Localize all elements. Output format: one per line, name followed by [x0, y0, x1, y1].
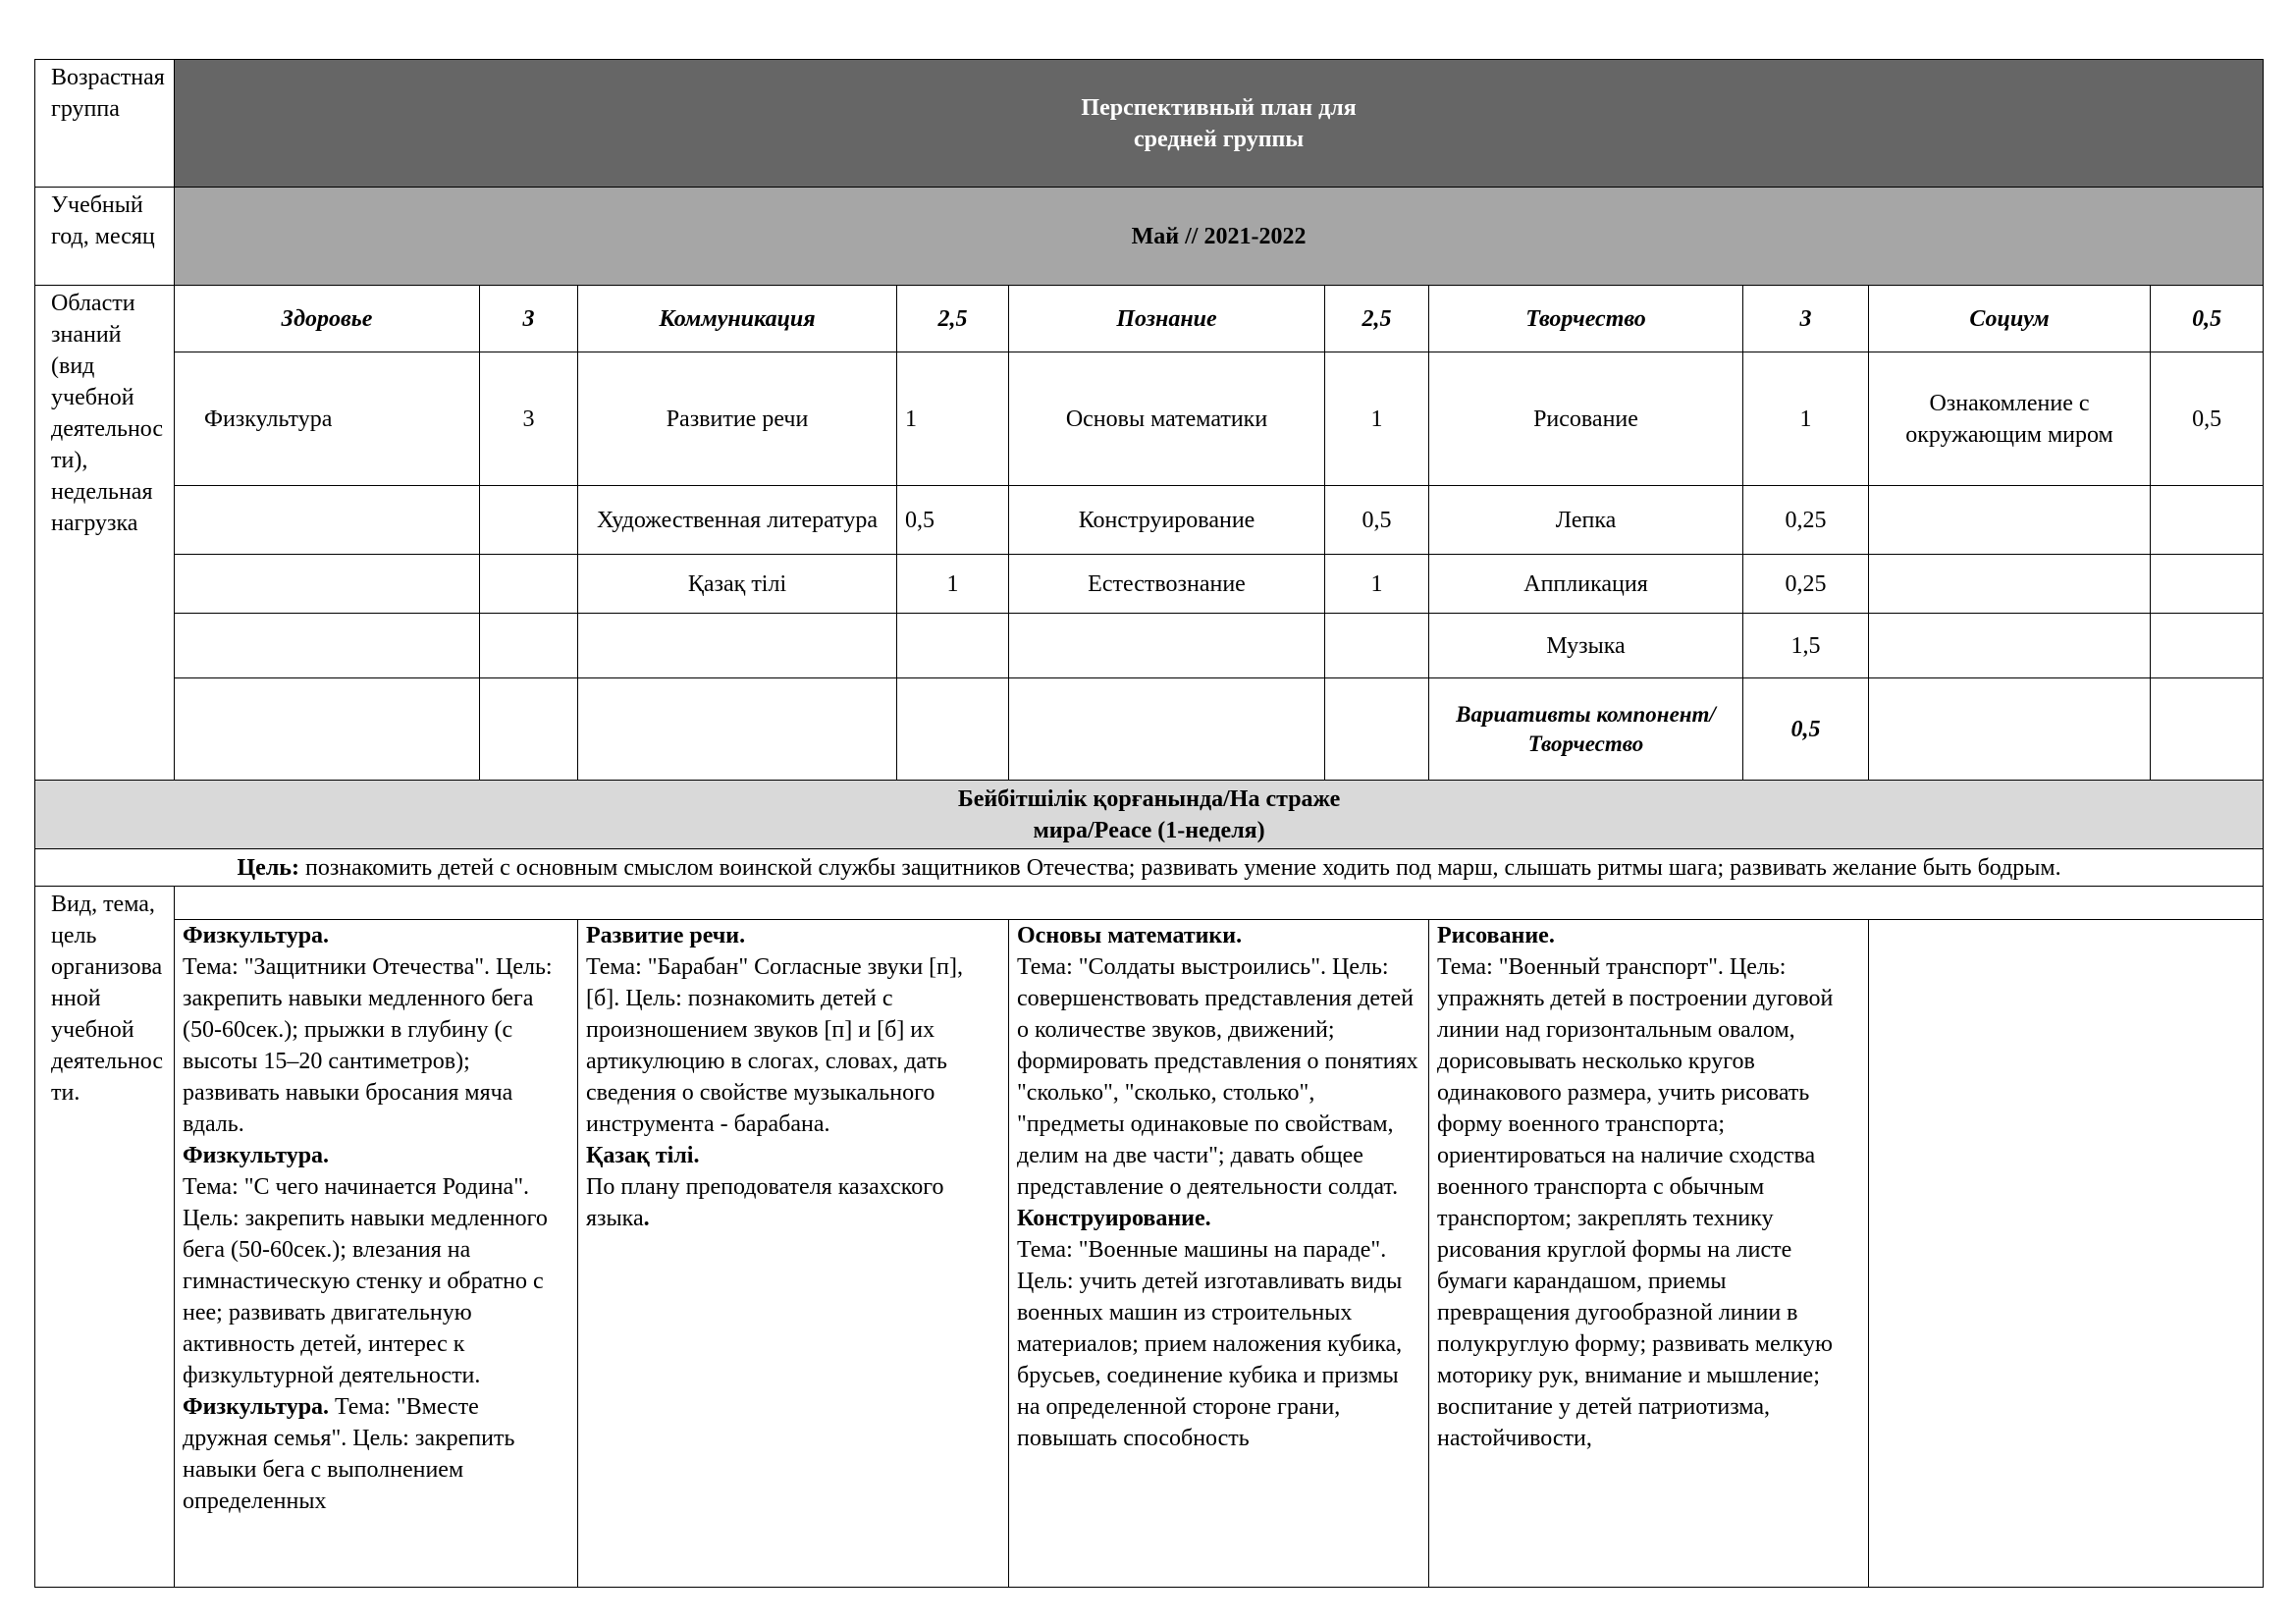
- area-cell-name: [1869, 678, 2151, 781]
- area-header-creativity: Творчество: [1429, 286, 1743, 352]
- lesson-title: Конструирование.: [1017, 1206, 1211, 1231]
- goal-text: познакомить детей с основным смыслом воинской службы защитников Отечества; развивать умение ходить под марш, слышать ритмы шага; развивать желание быть бодрым.: [298, 854, 2061, 881]
- area-header-cognition: Познание: [1009, 286, 1325, 352]
- lesson-desc: Тема: "Барабан" Согласные звуки [п], [б]. Цель: познакомить детей с произношением звуков [п] и [б] их артикулюцию в слогах, словах, дать сведения о свойстве музыкального инструмента - барабана.: [586, 954, 963, 1137]
- area-cell-name: [1869, 486, 2151, 555]
- area-cell-name: [175, 486, 480, 555]
- area-cell-name: [1009, 614, 1325, 678]
- areas-label: Области знаний (вид учебной деятельности), недельная нагрузка: [35, 286, 175, 781]
- area-cell-load: 0,5: [1325, 486, 1429, 555]
- area-cell-name: [1869, 614, 2151, 678]
- area-header-communication-load: 2,5: [897, 286, 1009, 352]
- area-header-health: Здоровье: [175, 286, 480, 352]
- lesson-title: Развитие речи.: [586, 923, 746, 948]
- area-header-society-load: 0,5: [2151, 286, 2264, 352]
- area-cell-name: Основы математики: [1009, 352, 1325, 486]
- area-cell-load: [1325, 678, 1429, 781]
- title-row: [35, 60, 2264, 188]
- area-cell-load: 1: [1743, 352, 1869, 486]
- year-label: Учебный год, месяц: [35, 188, 175, 286]
- area-cell-load: [897, 614, 1009, 678]
- plan-table: [34, 59, 2264, 1588]
- lesson-title: Физкультура.: [183, 923, 330, 948]
- area-cell-name: Художественная литература: [578, 486, 897, 555]
- lesson-communication: [578, 920, 1009, 1588]
- area-header-creativity-load: 3: [1743, 286, 1869, 352]
- activities-spacer: [175, 887, 2264, 920]
- lesson-title: Физкультура.: [183, 1143, 330, 1168]
- lesson-title: Физкультура.: [183, 1394, 330, 1420]
- year-row: [35, 188, 2264, 286]
- area-cell-load: 1: [897, 555, 1009, 614]
- area-cell-name: Конструирование: [1009, 486, 1325, 555]
- area-header-society: Социум: [1869, 286, 2151, 352]
- lesson-title: Основы математики.: [1017, 923, 1243, 948]
- area-cell-name: [175, 555, 480, 614]
- area-row: [35, 352, 2264, 486]
- area-cell-load: 1: [897, 352, 1009, 486]
- goal-row: [35, 849, 2264, 887]
- area-cell-load: [2151, 678, 2264, 781]
- area-row: [35, 678, 2264, 781]
- area-cell-load: 1,5: [1743, 614, 1869, 678]
- area-cell-name: Ознакомление с окружающим миром: [1869, 352, 2151, 486]
- lesson-desc-end: .: [643, 1206, 650, 1231]
- area-cell-load: [897, 678, 1009, 781]
- week-theme: [35, 781, 2264, 849]
- lesson-desc: Тема: "Вместе дружная семья". Цель: закрепить навыки бега с выполнением определенных: [183, 1394, 515, 1514]
- lesson-desc: Тема: "Защитники Отечества". Цель: закрепить навыки медленного бега (50-60сек.); прыжки в глубину (с высоты 15–20 сантиметров); развивать навыки бросания мяча вдаль.: [183, 954, 553, 1137]
- area-cell-name: [1009, 678, 1325, 781]
- week-theme-row: [35, 781, 2264, 849]
- lesson-creativity: [1429, 920, 1869, 1588]
- area-cell-name: [1869, 555, 2151, 614]
- area-header-health-load: 3: [480, 286, 578, 352]
- area-row: [35, 614, 2264, 678]
- lesson-desc: Тема: "Военные машины на параде". Цель: учить детей изготавливать виды военных машин из строительных материалов; прием наложения кубика, брусьев, соединение кубика и призмы на определенной стороне грани, повышать способность: [1017, 1237, 1403, 1451]
- area-cell-load: 0,5: [1743, 678, 1869, 781]
- area-row: [35, 486, 2264, 555]
- area-cell-load: 0,25: [1743, 486, 1869, 555]
- area-cell-name: Қазақ тілі: [578, 555, 897, 614]
- activities-label: Вид, тема, цель организованной учебной деятельности.: [35, 887, 175, 1588]
- area-cell-load: 0,5: [897, 486, 1009, 555]
- area-cell-load: [480, 614, 578, 678]
- lesson-title: Рисование.: [1437, 923, 1555, 948]
- area-cell-load: 0,5: [2151, 352, 2264, 486]
- area-cell-name: [175, 678, 480, 781]
- area-cell-name: Вариативты компонент/Творчество: [1429, 678, 1743, 781]
- area-cell-name: Рисование: [1429, 352, 1743, 486]
- area-cell-name: Музыка: [1429, 614, 1743, 678]
- area-cell-name: Естествознание: [1009, 555, 1325, 614]
- lesson-desc: По плану преподователя казахского языка: [586, 1174, 944, 1231]
- area-header-cognition-load: 2,5: [1325, 286, 1429, 352]
- plan-title-line2: средней группы: [1134, 126, 1305, 152]
- week-theme-line2: мира/Peace (1-неделя): [1033, 817, 1265, 843]
- activities-spacer-row: [35, 887, 2264, 920]
- area-cell-load: 3: [480, 352, 578, 486]
- area-cell-load: [2151, 555, 2264, 614]
- week-goal: [35, 849, 2264, 887]
- area-cell-name: Лепка: [1429, 486, 1743, 555]
- area-row: [35, 555, 2264, 614]
- goal-label: Цель:: [237, 854, 299, 881]
- activities-row: [35, 920, 2264, 1588]
- area-cell-load: [2151, 614, 2264, 678]
- year-value: Май // 2021-2022: [175, 188, 2264, 286]
- area-cell-load: 1: [1325, 555, 1429, 614]
- area-cell-load: [480, 555, 578, 614]
- week-theme-line1: Бейбітшілік қорғанында/На страже: [957, 785, 1341, 812]
- area-cell-name: [578, 614, 897, 678]
- lesson-desc: Тема: "С чего начинается Родина". Цель: закрепить навыки медленного бега (50-60сек.); влезания на гимнастическую стенку и обратно с нее; развивать двигательную активность детей, интерес к физкультурной деятельности.: [183, 1174, 548, 1388]
- area-cell-load: 1: [1325, 352, 1429, 486]
- area-cell-load: [2151, 486, 2264, 555]
- lesson-cognition: [1009, 920, 1429, 1588]
- area-cell-name: Физкультура: [175, 352, 480, 486]
- area-cell-load: 0,25: [1743, 555, 1869, 614]
- age-group-label: Возрастная группа: [35, 60, 175, 188]
- area-cell-load: [480, 486, 578, 555]
- area-cell-name: [175, 614, 480, 678]
- area-header-row: [35, 286, 2264, 352]
- area-cell-name: Аппликация: [1429, 555, 1743, 614]
- lesson-title: Қазақ тілі.: [586, 1143, 700, 1168]
- area-cell-load: [1325, 614, 1429, 678]
- lesson-desc: Тема: "Солдаты выстроились". Цель: совершенствовать представления детей о количестве звуков, движений; формировать представления о понятиях "сколько", "сколько, столько", "предметы одинаковые по свойствам, делим на две части"; давать общее представление о деятельности солдат.: [1017, 954, 1418, 1200]
- area-cell-name: Развитие речи: [578, 352, 897, 486]
- area-cell-name: [578, 678, 897, 781]
- plan-title-line1: Перспективный план для: [1081, 94, 1357, 121]
- lesson-society: [1869, 920, 2264, 1588]
- area-header-communication: Коммуникация: [578, 286, 897, 352]
- plan-title: [175, 60, 2264, 188]
- lesson-health: [175, 920, 578, 1588]
- lesson-desc: Тема: "Военный транспорт". Цель: упражнять детей в построении дуговой линии над горизонтальным овалом, дорисовывать несколько кругов одинакового размера, учить рисовать форму военного транспорта; ориентироваться на наличие сходства военного транспорта с обычным транспортом; закреплять технику рисования круглой формы на листе бумаги карандашом, приемы превращения дугообразной линии в полукруглую форму; развивать мелкую моторику рук, внимание и мышление; воспитание у детей патриотизма, настойчивости,: [1437, 954, 1834, 1451]
- area-cell-load: [480, 678, 578, 781]
